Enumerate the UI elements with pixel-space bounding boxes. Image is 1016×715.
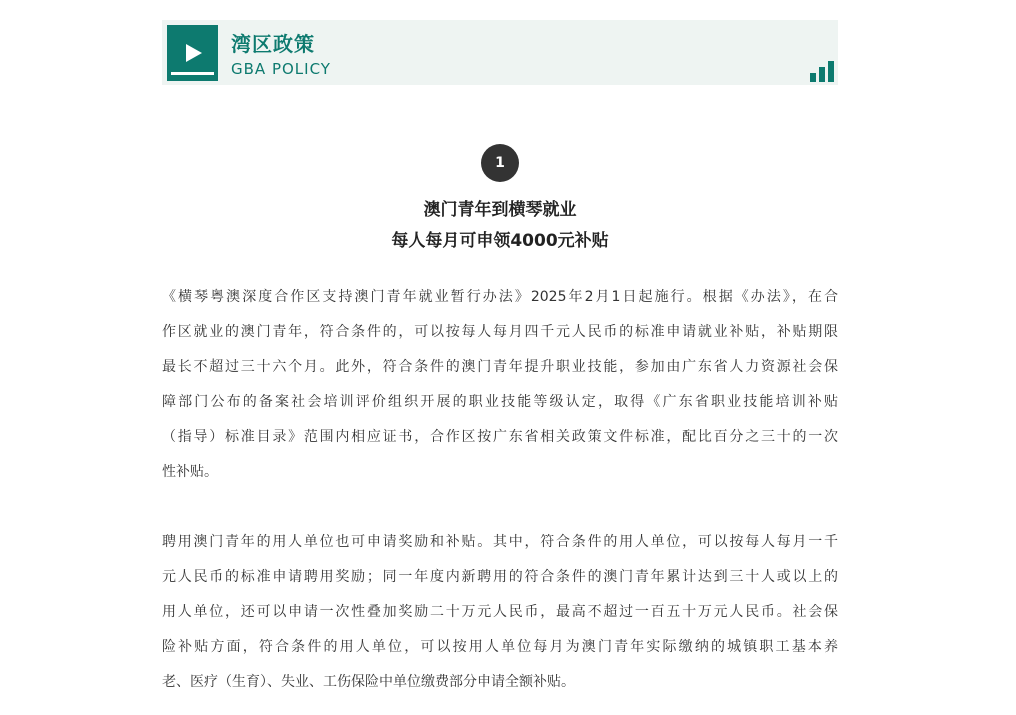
bar-chart-icon-bar [819, 67, 825, 82]
paragraph-line: 《横琴粤澳深度合作区支持澳门青年就业暂行办法》2025年2月1日起施行。根据《办法》，在合 [162, 289, 838, 305]
section-heading-line1: 澳门青年到横琴就业 [423, 200, 577, 220]
paragraph-line: 障部门公布的备案社会培训评价组织开展的职业技能等级认定，取得《广东省职业技能培训补贴 [162, 394, 838, 410]
paragraph-line: 元人民币的标准申请聘用奖励；同一年度内新聘用的符合条件的澳门青年累计达到三十人或以上的 [162, 569, 838, 585]
paragraph-line: 性补贴。 [162, 464, 218, 480]
paragraph-line: 老、医疗（生育）、失业、工伤保险中单位缴费部分申请全额补贴。 [162, 674, 575, 690]
paragraph-line: 用人单位，还可以申请一次性叠加奖励二十万元人民币，最高不超过一百五十万元人民币。社会保 [162, 604, 838, 620]
section-heading-line2: 每人每月可申领4000元补贴 [391, 231, 609, 251]
play-triangle [186, 44, 202, 62]
paragraph-line: 作区就业的澳门青年，符合条件的，可以按每人每月四千元人民币的标准申请就业补贴，补贴期限 [162, 324, 838, 340]
section-number-badge: 1 [481, 144, 519, 182]
paragraph-1 [162, 280, 838, 490]
bar-chart-icon-bar [810, 73, 816, 82]
play-underline [171, 72, 214, 75]
paragraph-line: 聘用澳门青年的用人单位也可申请奖励和补贴。其中，符合条件的用人单位，可以按每人每月一千 [162, 534, 838, 550]
paragraph-line: （指导）标准目录》范围内相应证书，合作区按广东省相关政策文件标准，配比百分之三十的一次 [162, 429, 838, 445]
banner-title: 湾区政策 [231, 32, 315, 56]
banner-subtitle: GBA POLICY [231, 60, 331, 78]
paragraph-line: 险补贴方面，符合条件的用人单位，可以按用人单位每月为澳门青年实际缴纳的城镇职工基本养 [162, 639, 838, 655]
policy-banner [162, 20, 838, 85]
play-icon [167, 25, 218, 81]
paragraph-line: 最长不超过三十六个月。此外，符合条件的澳门青年提升职业技能，参加由广东省人力资源社会保 [162, 359, 838, 375]
bar-chart-icon [810, 60, 834, 82]
bar-chart-icon-bar [828, 61, 834, 82]
paragraph-2 [162, 525, 838, 700]
